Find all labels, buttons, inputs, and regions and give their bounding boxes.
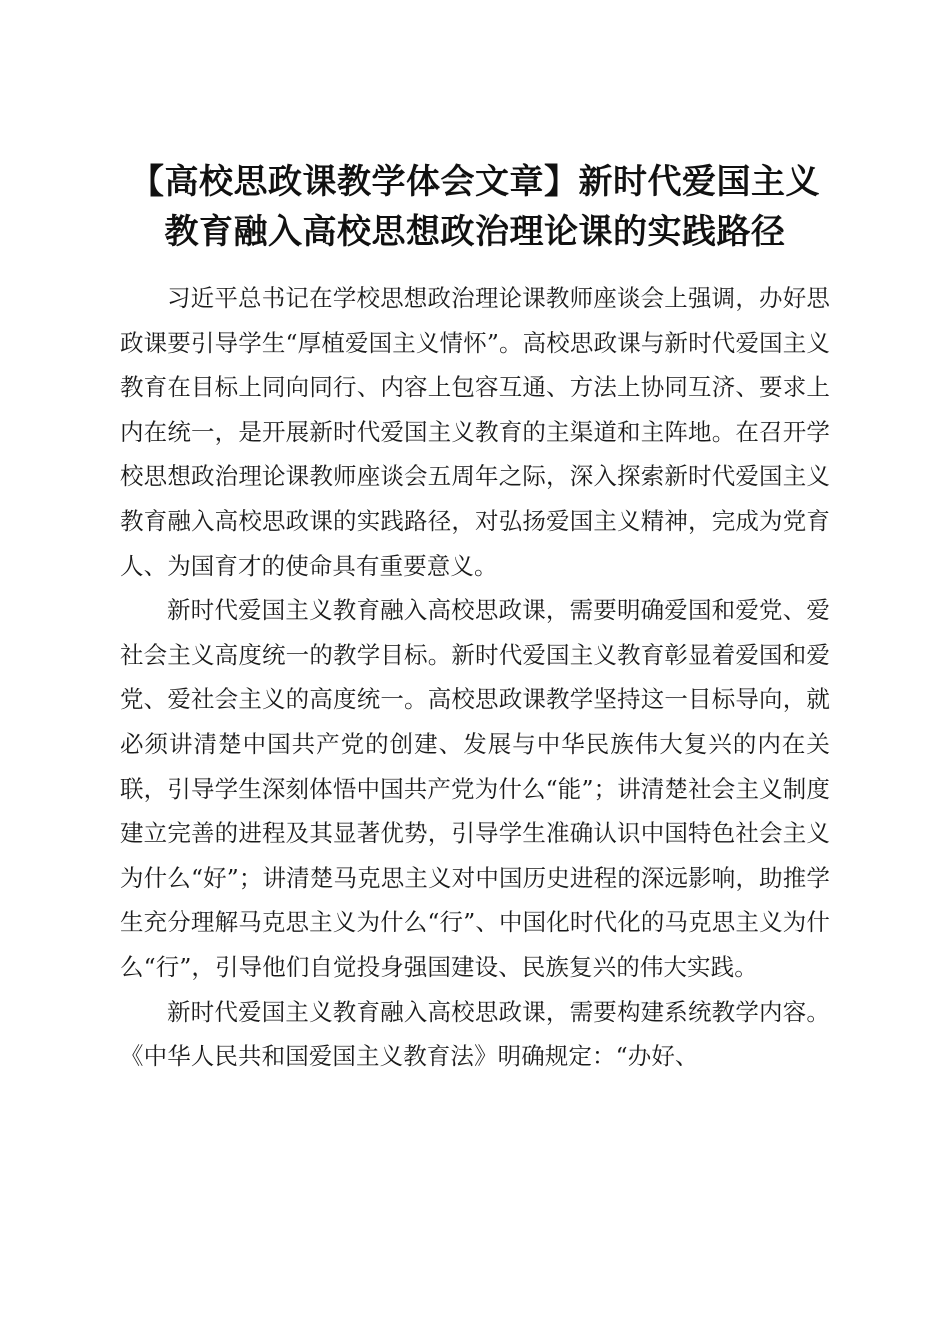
paragraph-1: 习近平总书记在学校思想政治理论课教师座谈会上强调，办好思政课要引导学生“厚植爱国主义情怀”。高校思政课与新时代爱国主义教育在目标上同向同行、内容上包容互通、方法上协同互济、要求上内在统一，是开展新时代爱国主义教育的主渠道和主阵地。在召开学校思想政治理论课教师座谈会五周年之际，深入探索新时代爱国主义教育融入高校思政课的实践路径，对弘扬爱国主义精神，完成为党育人、为国育才的使命具有重要意义。 [120, 284, 830, 580]
document-title [100, 157, 850, 257]
paragraph-2: 新时代爱国主义教育融入高校思政课，需要明确爱国和爱党、爱社会主义高度统一的教学目标。新时代爱国主义教育彰显着爱国和爱党、爱社会主义的高度统一。高校思政课教学坚持这一目标导向，就必须讲清楚中国共产党的创建、发展与中华民族伟大复兴的内在关联，引导学生深刻体悟中国共产党为什么“能”；讲清楚社会主义制度建立完善的进程及其显著优势，引导学生准确认识中国特色社会主义为什么“好”；讲清楚马克思主义对中国历史进程的深远影响，助推学生充分理解马克思主义为什么“行”、中国化时代化的马克思主义为什么“行”，引导他们自觉投身强国建设、民族复兴的伟大实践。 [120, 596, 830, 981]
paragraph-3: 新时代爱国主义教育融入高校思政课，需要构建系统教学内容。《中华人民共和国爱国主义教育法》明确规定：“办好、 [120, 997, 830, 1071]
title-line-2: 教育融入高校思想政治理论课的实践路径 [164, 211, 786, 252]
document-body [120, 276, 830, 1079]
title-line-1: 【高校思政课教学体会文章】新时代爱国主义 [130, 161, 820, 202]
